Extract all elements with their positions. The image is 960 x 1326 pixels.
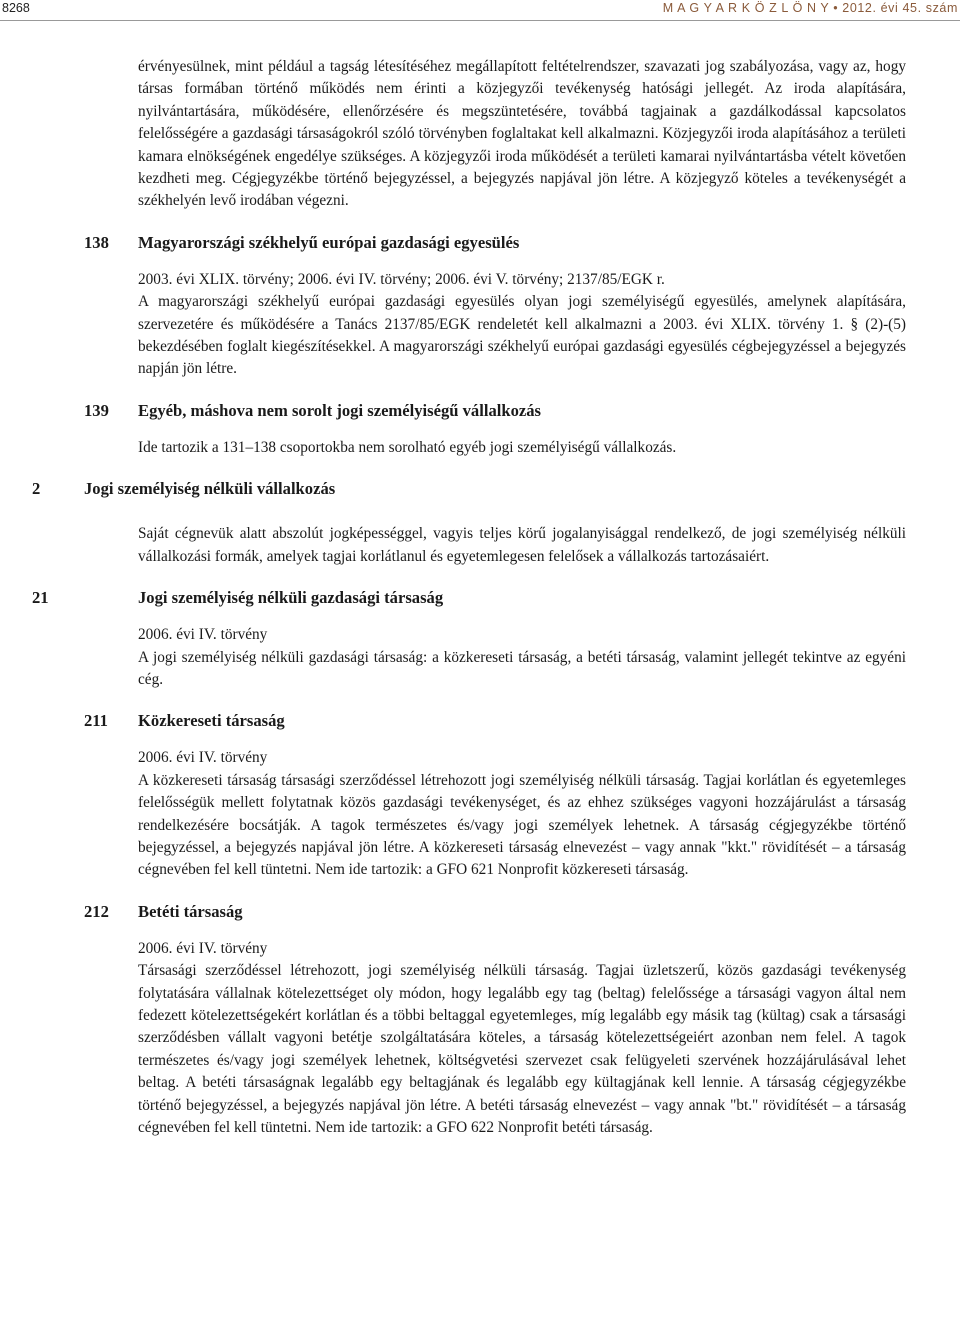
section-code: 211 bbox=[84, 711, 108, 731]
section-text: Saját cégnevük alatt abszolút jogképességgel, vagyis teljes körű jogalanyisággal rendelkező, de jogi személyiség nélküli vállalkozási formák, amelyek tagjai korlátlanul és egyetemlegesen felelősek a vállalkozás tartozásaiért. bbox=[138, 525, 906, 565]
journal-title: M A G Y A R K Ö Z L Ö N Y • 2012. évi 45. szám bbox=[662, 1, 958, 15]
section-title: Jogi személyiség nélküli vállalkozás bbox=[84, 479, 336, 499]
header-rule bbox=[0, 20, 960, 21]
section-text: A jogi személyiség nélküli gazdasági társaság: a közkereseti társaság, a betéti társaság, valamint jellegét tekintve az egyéni cég. bbox=[138, 648, 906, 688]
section-text: Társasági szerződéssel létrehozott, jogi személyiség nélküli társaság. Tagjai üzletszerű, közös gazdasági tevékenység folytatására vállalnak kötelezettséget oly módon, hogy legalább egy tag (beltag) felelőssége a társasági vagyon által nem fedezett kötelezettségekért korlátlan és a többi beltaggal egyetemleges, míg legalább egy másik tag (kültag) csak a társasági szerződésben vállalt vagyoni betétje szolgáltatására köteles, a társaság kötelezettségeiért azonban nem felel. A tagok természetes és/vagy jogi személyek lehetnek, költségvetési szervezet csak felügyeleti szervének hozzájárulásával lehet beltag. A betéti társaságnak legalább egy beltagjának és legalább egy kültagjának kell lennie. A társaság cégjegyzékbe történő bejegyzéssel, a bejegyzés napjával jön létre. A betéti társaság elnevezést – vagy annak "bt." rövidítését – a társaság cégnevében fel kell tüntetni. Nem ide tartozik: a GFO 622 Nonprofit betéti társaság. bbox=[138, 962, 906, 1136]
intro-paragraph: érvényesülnek, mint például a tagság létesítéséhez megállapított feltételrendszer, szavazati jog szabályozása, vagy az, hogy társas formában történő működés nem érinti a közjegyzői tevékenység hatósági jellegét. Az iroda alapítására, nyilvántartására, működésére, ellenőrzésére és megszüntetésére, továbbá tagjainak a gazdálkodással kapcsolatos felelősségére a gazdasági társaságokról szóló törvényben foglaltakat kell alkalmazni. Közjegyzői iroda alapításához a területi kamara elnökségének engedélye szükséges. A közjegyzői iroda működését a területi kamarai nyilvántartásba vételt követően kezdheti meg. Cégjegyzékbe történő bejegyzéssel, a bejegyzés napjával jön létre. A közjegyző köteles a tevékenységét a székhelyén levő irodában végezni. bbox=[138, 58, 906, 210]
section-text: Ide tartozik a 131–138 csoportokba nem sorolható egyéb jogi személyiségű vállalkozás. bbox=[138, 438, 677, 456]
section-heading-211 bbox=[0, 711, 960, 735]
section-title: Jogi személyiség nélküli gazdasági társaság bbox=[138, 588, 444, 608]
section-heading-21 bbox=[0, 588, 960, 612]
section-code: 21 bbox=[32, 588, 49, 608]
section-code: 2 bbox=[32, 479, 41, 499]
section-heading-212 bbox=[0, 902, 960, 926]
section-title: Közkereseti társaság bbox=[138, 711, 285, 731]
section-code: 138 bbox=[84, 232, 109, 252]
section-title: Egyéb, máshova nem sorolt jogi személyiségű vállalkozás bbox=[138, 400, 541, 420]
section-heading-138 bbox=[0, 233, 960, 257]
section-code: 212 bbox=[84, 901, 109, 921]
page-number: 8268 bbox=[2, 1, 30, 15]
page-body bbox=[0, 56, 960, 1139]
section-title: Betéti társaság bbox=[138, 901, 243, 921]
law-reference: 2003. évi XLIX. törvény; 2006. évi IV. törvény; 2006. évi V. törvény; 2137/85/EGK r. bbox=[138, 270, 665, 288]
section-heading-139 bbox=[0, 401, 960, 425]
page-header bbox=[0, 0, 960, 22]
section-code: 139 bbox=[84, 400, 109, 420]
section-text: A közkereseti társaság társasági szerződéssel létrehozott jogi személyiség nélküli társaság. Tagjai korlátlan és egyetemleges felelősségük mellett folytatnak közös gazdasági tevékenységet, és az ehhez szükséges vagyoni hozzájárulást a társaság rendelkezésére bocsátják. A tagok természetes és/vagy jogi személyek lehetnek. A társaság cégjegyzékbe történő bejegyzéssel, a bejegyzés napjával jön létre. A közkereseti társaság elnevezést – vagy annak "kkt." rövidítését – a társaság cégnevében fel kell tüntetni. Nem ide tartozik: a GFO 621 Nonprofit közkereseti társaság. bbox=[138, 771, 906, 879]
law-reference: 2006. évi IV. törvény bbox=[138, 939, 268, 957]
law-reference: 2006. évi IV. törvény bbox=[138, 749, 268, 767]
section-title: Magyarországi székhelyű európai gazdasági egyesülés bbox=[138, 232, 520, 252]
law-reference: 2006. évi IV. törvény bbox=[138, 626, 268, 644]
section-heading-2 bbox=[0, 479, 960, 503]
section-text: A magyarországi székhelyű európai gazdasági egyesülés olyan jogi személyiségű egyesülés, amelynek alapítására, szervezetére és működésére a Tanács 2137/85/EGK rendeletét kell alkalmazni a 2003. évi XLIX. törvény 1. § (2)-(5) bekezdésében foglalt kiegészítésekkel. A magyarországi székhelyű európai gazdasági egyesülés cégbejegyzéssel a bejegyzés napján jön létre. bbox=[138, 293, 906, 378]
